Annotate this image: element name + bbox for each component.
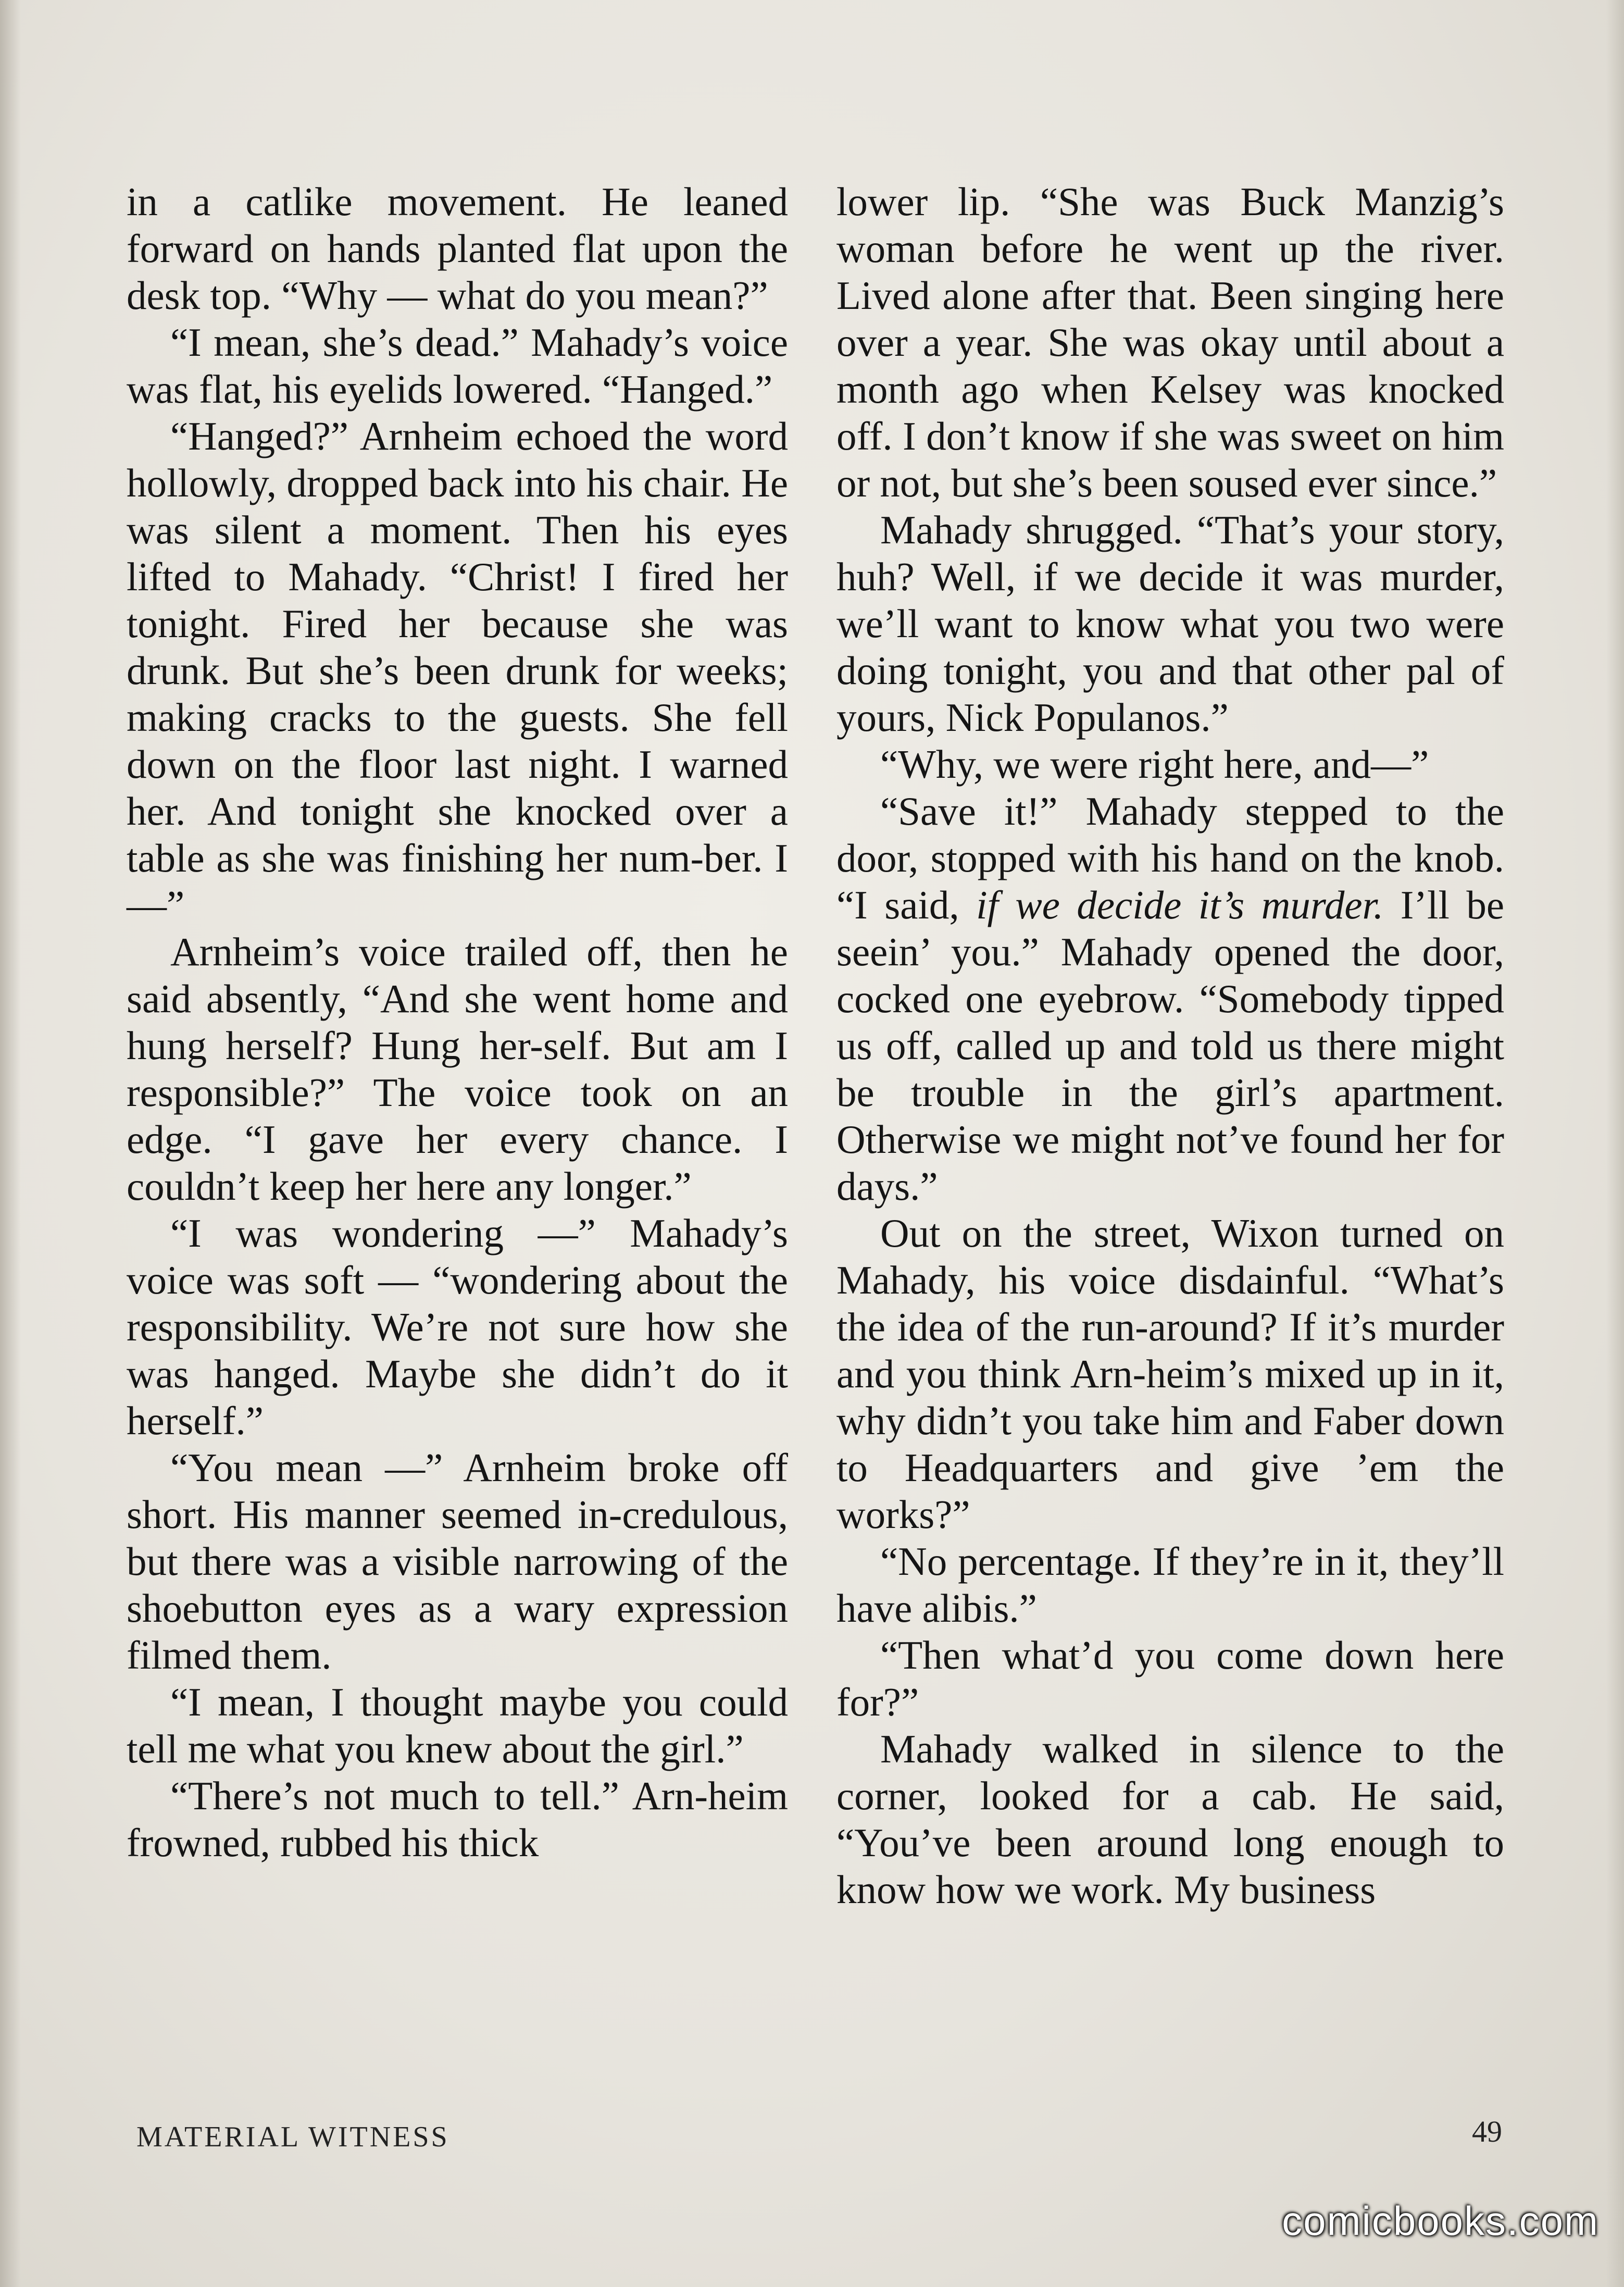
- paragraph: “Hanged?” Arnheim echoed the word hollowly, dropped back into his chair. He was silent a moment. Then his eyes lifted to Mahady. “Christ! I fired her tonight. Fired her because she was drunk. But she’s been drunk for weeks; making cracks to the guests. She fell down on the floor last night. I warned her. And tonight she knocked over a table as she was finishing her num-ber. I —”: [127, 414, 788, 927]
- paragraph: lower lip. “She was Buck Manzig’s woman before he went up the river. Lived alone after that. Been singing here over a year. She was okay until about a month ago when Kelsey was knocked off. I don’t know if she was sweet on him or not, but she’s been soused ever since.”: [836, 179, 1504, 505]
- paragraph: “No percentage. If they’re in it, they’ll have alibis.”: [836, 1539, 1504, 1631]
- page-edge-shadow-right: [1606, 0, 1624, 2287]
- paragraph: Mahady walked in silence to the corner, looked for a cab. He said, “You’ve been around long enough to know how we work. My business: [836, 1726, 1504, 1912]
- paragraph: “I was wondering —” Mahady’s voice was soft — “wondering about the responsibility. We’re not sure how she was hanged. Maybe she didn’t do it herself.”: [127, 1211, 788, 1443]
- paragraph: “You mean —” Arnheim broke off short. His manner seemed in-credulous, but there was a visible narrowing of the shoebutton eyes as a wary expression filmed them.: [127, 1445, 788, 1677]
- paragraph: “I mean, I thought maybe you could tell me what you knew about the girl.”: [127, 1680, 788, 1771]
- left-text-column: [127, 178, 788, 1866]
- page-number: 49: [1472, 2115, 1502, 2148]
- italic-emphasis: if we decide it’s murder.: [976, 883, 1384, 927]
- paragraph: “Then what’d you come down here for?”: [836, 1633, 1504, 1724]
- paragraph: “Why, we were right here, and—”: [880, 742, 1429, 787]
- paragraph: “There’s not much to tell.” Arn-heim frowned, rubbed his thick: [127, 1773, 788, 1865]
- paragraph: in a catlike movement. He leaned forward on hands planted flat upon the desk top. “Why — what do you mean?”: [127, 179, 788, 318]
- paragraph-save-it: [836, 788, 1504, 1210]
- right-text-column: [836, 178, 1504, 1913]
- text-run: “Save it!” Mahady stepped to the door, stopped with his hand on the knob. “I said,: [836, 789, 1504, 927]
- running-footer-title: MATERIAL WITNESS: [136, 2121, 449, 2153]
- paragraph: Arnheim’s voice trailed off, then he said absently, “And she went home and hung herself? Hung her-self. But am I responsible?” The voice took on an edge. “I gave her every chance. I couldn’t keep her here any longer.”: [127, 929, 788, 1209]
- text-run: I’ll be seein’ you.” Mahady opened the door, cocked one eyebrow. “Somebody tipped us off, called up and told us there might be trouble in the girl’s apartment. Otherwise we might not’ve found her for days.”: [836, 883, 1505, 1209]
- paragraph: Mahady shrugged. “That’s your story, huh? Well, if we decide it was murder, we’ll want to know what you two were doing tonight, you and that other pal of yours, Nick Populanos.”: [836, 507, 1504, 740]
- site-watermark: comicbooks.com: [1282, 2198, 1599, 2244]
- paragraph: “I mean, she’s dead.” Mahady’s voice was flat, his eyelids lowered. “Hanged.”: [127, 320, 788, 412]
- page-edge-shadow-left: [0, 0, 21, 2287]
- paragraph: Out on the street, Wixon turned on Mahady, his voice disdainful. “What’s the idea of the run-around? If it’s murder and you think Arn-heim’s mixed up in it, why didn’t you take him and Faber down to Headquarters and give ’em the works?”: [836, 1211, 1504, 1537]
